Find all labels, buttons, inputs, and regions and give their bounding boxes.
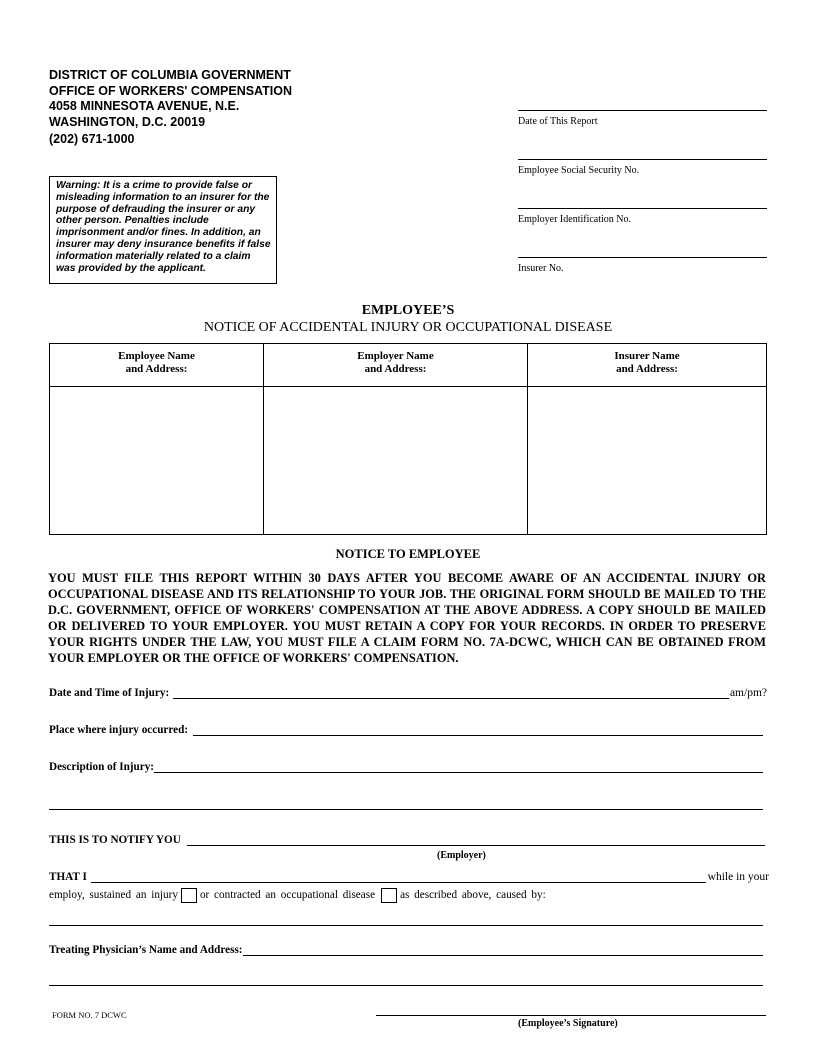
employer-box-label-2: and Address: [364, 363, 427, 375]
that-i-label: THAT I [49, 871, 87, 883]
warning-text: Warning: It is a crime to provide false or misleading information to an insurer for the purpose of defrauding the insurer or any other person. Penalties include imprisonment and/or fines. In addition, an insurer may deny insurance benefits if false information materially related to a claim was provided by the applicant. [56, 180, 271, 274]
employee-box-label: Employee Name [118, 350, 195, 362]
signature-line[interactable] [376, 1015, 766, 1016]
employer-input[interactable] [187, 833, 765, 846]
physician-input[interactable] [243, 943, 763, 956]
place-row [49, 723, 763, 736]
form-title-line1: EMPLOYEE’S [361, 303, 455, 318]
notice-body: YOU MUST FILE THIS REPORT WITHIN 30 DAYS AFTER YOU BECOME AWARE OF AN ACCIDENTAL INJURY OR OCCUPATIONAL DISEASE AND ITS RELATIONSHIP TO YOUR JOB. THE ORIGINAL FORM SHOULD BE MAILED TO THE D.C. GOVERNMENT, OFFICE OF WORKERS' COMPENSATION AT THE ABOVE ADDRESS. A COPY SHOULD BE MAILED OR DELIVERED TO YOUR EMPLOYER. YOU MUST RETAIN A COPY FOR YOUR RECORDS. IN ORDER TO PRESERVE YOUR RIGHTS UNDER THE LAW, YOU MUST FILE A CLAIM FORM NO. 7A-DCWC, WHICH CAN BE OBTAINED FROM YOUR EMPLOYER OR THE OFFICE OF WORKERS' COMPENSATION. [48, 571, 766, 665]
date-of-report-label: Date of This Report [518, 116, 598, 127]
street-address: 4058 MINNESOTA AVENUE, N.E. [49, 99, 240, 113]
city-address: WASHINGTON, D.C. 20019 [49, 114, 206, 129]
employee-name-input[interactable] [91, 870, 706, 883]
occupational-disease-text: or contracted an occupational disease [199, 889, 376, 902]
caused-by-text: as described above, caused by: [400, 889, 546, 902]
insurer-no-field[interactable] [518, 257, 767, 274]
employee-address-area[interactable] [50, 387, 264, 535]
agency-name: DISTRICT OF COLUMBIA GOVERNMENT [49, 68, 291, 82]
place-label: Place where injury occurred: [49, 724, 189, 736]
description-input-line2[interactable] [49, 809, 763, 810]
employee-ssn-field[interactable] [518, 159, 767, 176]
insurer-box-label-2: and Address: [616, 363, 678, 375]
employee-box-header [50, 344, 264, 387]
employer-box-header [264, 344, 528, 387]
physician-row [49, 943, 763, 956]
description-input[interactable] [154, 760, 763, 773]
date-time-input[interactable] [173, 686, 729, 699]
warning-box [49, 176, 277, 284]
disease-checkbox[interactable] [381, 888, 397, 903]
form-title-line2: NOTICE OF ACCIDENTAL INJURY OR OCCUPATIONAL DISEASE [203, 320, 613, 335]
injury-type-row [49, 888, 546, 903]
while-in-your-label: while in your [707, 871, 769, 883]
employee-box-label-2: and Address: [125, 363, 188, 375]
employer-id-field[interactable] [518, 208, 767, 225]
notify-label: THIS IS TO NOTIFY YOU [49, 834, 181, 846]
employee-ssn-label: Employee Social Security No. [518, 165, 640, 176]
date-of-report-field[interactable] [518, 110, 767, 127]
date-time-label: Date and Time of Injury: [49, 687, 170, 699]
date-time-row [49, 686, 767, 699]
ampm-label: am/pm? [729, 687, 767, 699]
phone-number: (202) 671-1000 [49, 132, 135, 146]
employer-id-label: Employer Identification No. [518, 214, 632, 225]
physician-input-line2[interactable] [49, 985, 763, 986]
insurer-address-area[interactable] [528, 387, 767, 535]
employer-box-label: Employer Name [357, 350, 434, 362]
insurer-box-header [528, 344, 767, 387]
that-i-row [49, 870, 769, 883]
place-input[interactable] [193, 723, 763, 736]
description-row [49, 760, 763, 773]
physician-label: Treating Physician’s Name and Address: [49, 944, 243, 956]
employer-address-area[interactable] [264, 387, 528, 535]
employer-caption: (Employer) [437, 850, 486, 861]
form-number: FORM NO. 7 DCWC [52, 1010, 127, 1020]
employ-text: employ, sustained an injury [49, 889, 178, 902]
insurer-box-label: Insurer Name [614, 350, 680, 362]
insurer-no-label: Insurer No. [518, 263, 564, 274]
description-label: Description of Injury: [49, 761, 155, 773]
signature-caption: (Employee’s Signature) [518, 1018, 618, 1029]
notify-row [49, 833, 765, 846]
injury-checkbox[interactable] [181, 888, 197, 903]
cause-input[interactable] [49, 925, 763, 926]
party-boxes [49, 343, 767, 535]
agency-header [49, 68, 292, 148]
office-name: OFFICE OF WORKERS' COMPENSATION [49, 83, 293, 98]
notice-heading: NOTICE TO EMPLOYEE [335, 547, 481, 561]
